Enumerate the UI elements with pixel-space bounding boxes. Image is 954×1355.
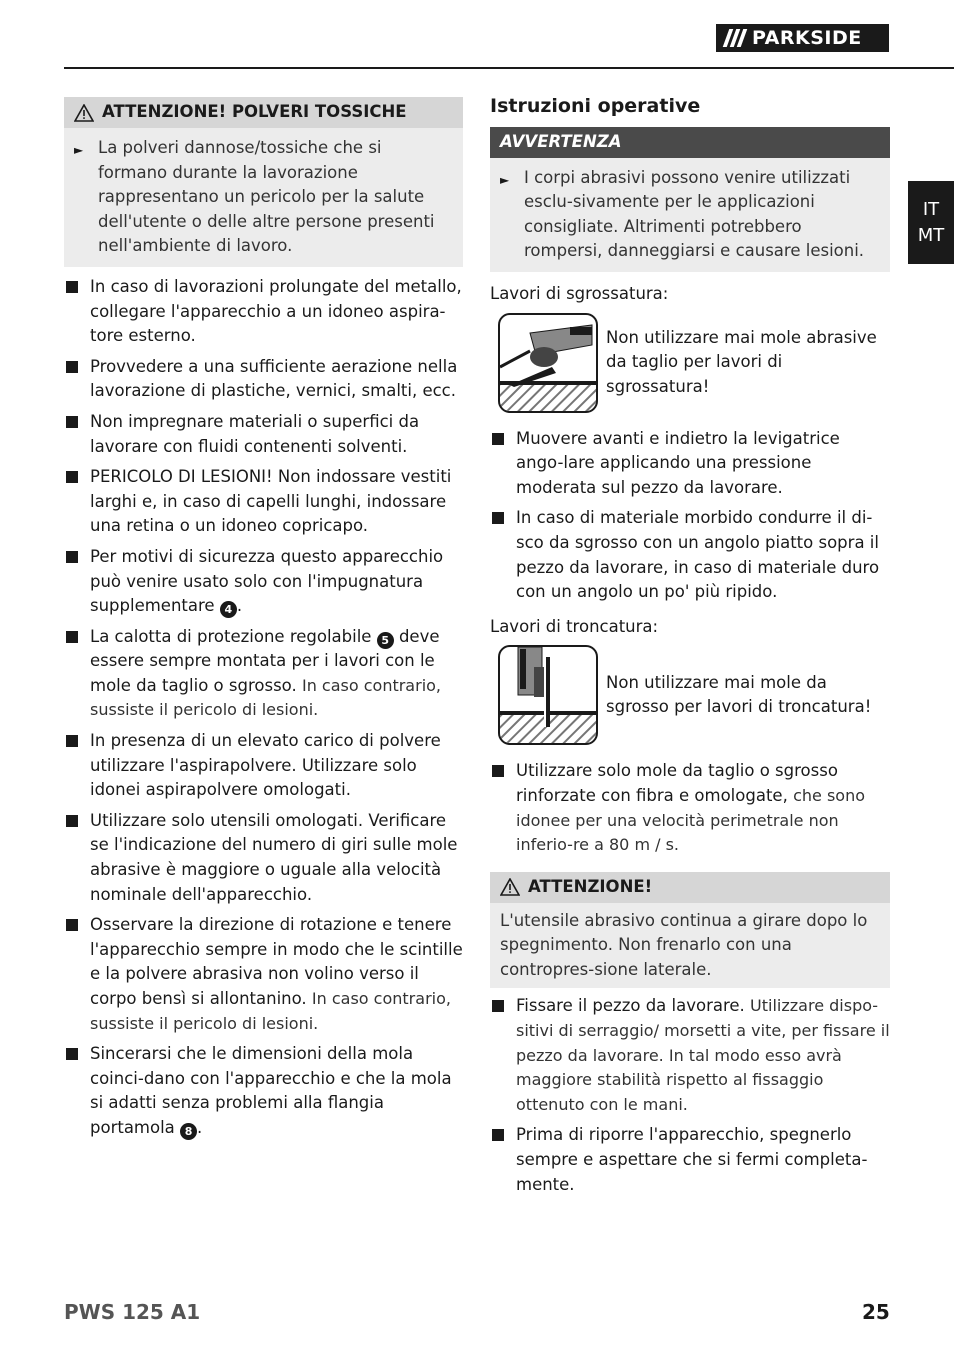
logo-brand: PARKSIDE bbox=[752, 27, 862, 49]
caution-title-bar bbox=[490, 127, 890, 158]
list-item bbox=[64, 913, 463, 1036]
header-rule bbox=[64, 67, 954, 69]
caution-item bbox=[490, 158, 890, 272]
left-column bbox=[64, 97, 463, 1141]
list-item bbox=[64, 355, 463, 404]
section-heading: Istruzioni operative bbox=[490, 95, 701, 117]
toxic-dust-warning-item bbox=[64, 128, 463, 267]
list-item bbox=[490, 427, 890, 501]
list-item-note: In caso contrario, sussiste il pericolo di lesioni. bbox=[90, 989, 451, 1033]
final-list bbox=[490, 994, 890, 1197]
list-item-note: che sono idonee per una velocità perimetrale non inferio-re a 80 m / s. bbox=[516, 785, 865, 855]
toxic-dust-warning-text: La polveri dannose/tossiche che si formano durante la lavorazione rappresentano un pericolo per la salute dell'utente o delle altre persone presenti nell'ambiente di lavoro. bbox=[98, 138, 435, 256]
list-item-text: Utilizzare solo mole da taglio o sgrosso rinforzate con fibra e omologate, bbox=[516, 761, 838, 805]
list-item-text-after: deve essere sempre montata per i lavori con le mole da taglio o sgrosso. bbox=[90, 626, 440, 695]
roughing-figure-text: Non utilizzare mai mole abrasive da taglio per lavori di sgrossatura! bbox=[606, 327, 877, 396]
list-item bbox=[64, 275, 463, 349]
safety-list bbox=[64, 275, 463, 1141]
attention-title-bar bbox=[490, 872, 890, 903]
list-item-text: Sincerarsi che le dimensioni della mola coinci-dano con l'apparecchio e che la mola si adatti senza problemi alla flangia portamola bbox=[90, 1044, 452, 1137]
roughing-figure-row bbox=[490, 313, 890, 413]
list-item-text: PERICOLO DI LESIONI! Non indossare vestiti larghi e, in caso di capelli lunghi, indossare una retina o un idoneo copricapo. bbox=[90, 467, 452, 536]
list-item-text: In caso di materiale morbido condurre il di-sco da sgrosso con un angolo piatto sopra il pezzo da lavorare, in caso di materiale duro con un angolo un po' più ripido. bbox=[516, 508, 880, 602]
list-item bbox=[64, 729, 463, 803]
list-item-text: Osservare la direzione di rotazione e tenere l'apparecchio sempre in modo che le scintille e la polvere abrasiva non volino verso il corpo bensì si allontanino. bbox=[90, 915, 463, 1008]
part-ref-badge: 8 bbox=[180, 1123, 197, 1140]
page-number: 25 bbox=[862, 1300, 890, 1324]
list-item-text-after: . bbox=[236, 596, 243, 616]
list-item-text: Utilizzare solo utensili omologati. Verificare se l'indicazione del numero di giri sulle mole abrasive è maggiore o uguale alla velocità nominale dell'apparecchio. bbox=[90, 810, 458, 904]
toxic-dust-warning-title-bar bbox=[64, 97, 463, 128]
list-item-note: In caso contrario, sussiste il pericolo di lesioni. bbox=[90, 675, 442, 720]
roughing-illustration bbox=[498, 313, 598, 413]
list-item-text: In presenza di un elevato carico di polvere utilizzare l'aspirapolvere. Utilizzare solo idonei aspirapolvere omologati. bbox=[90, 731, 441, 800]
attention-box bbox=[490, 872, 890, 989]
list-item-text: Prima di riporre l'apparecchio, spegnerlo sempre e aspettare che si fermi completa-mente. bbox=[516, 1125, 868, 1194]
list-item bbox=[64, 625, 463, 723]
right-column bbox=[490, 94, 890, 1197]
caution-title: AVVERTENZA bbox=[500, 131, 622, 151]
list-item-text: La calotta di protezione regolabile bbox=[90, 626, 372, 646]
list-item bbox=[64, 545, 463, 619]
list-item-note: Utilizzare dispo-sitivi di serraggio/ morsetti a vite, per fissare il pezzo da lavorare. In tal modo esso avrà maggiore stabilità rispetto al fissaggio ottenuto con le mani. bbox=[516, 996, 890, 1114]
attention-text: L'utensile abrasivo continua a girare dopo lo spegnimento. Non frenarlo con una contropres-sione laterale. bbox=[500, 910, 868, 979]
roughing-list bbox=[490, 427, 890, 605]
list-item-text: Non impregnare materiali o superfici da lavorare con fluidi contenenti solventi. bbox=[90, 411, 420, 456]
list-item bbox=[490, 994, 890, 1117]
list-item bbox=[64, 809, 463, 907]
list-item bbox=[64, 410, 463, 459]
list-item bbox=[64, 1042, 463, 1140]
list-item bbox=[490, 759, 890, 857]
cutting-figure-row bbox=[490, 645, 890, 745]
list-item-text: Fissare il pezzo da lavorare. bbox=[516, 996, 745, 1016]
list-item-text-after: . bbox=[197, 1117, 203, 1137]
list-item-text: Provvedere a una sufficiente aerazione nella lavorazione di plastiche, vernici, smalti, ecc. bbox=[90, 356, 458, 401]
cutting-figure-text: Non utilizzare mai mole da sgrosso per lavori di troncatura! bbox=[606, 672, 872, 717]
parkside-logo bbox=[716, 24, 889, 52]
caution-box bbox=[490, 127, 890, 272]
cutting-label: Lavori di troncatura: bbox=[490, 616, 659, 636]
lang-mt: MT bbox=[917, 225, 945, 246]
warning-triangle-icon bbox=[74, 104, 94, 122]
part-ref-badge: 5 bbox=[377, 632, 394, 649]
list-item bbox=[490, 506, 890, 604]
arrow-bullet-icon: ► bbox=[74, 143, 84, 157]
cutting-illustration bbox=[498, 645, 598, 745]
part-ref-badge: 4 bbox=[220, 601, 237, 618]
list-item-text: Muovere avanti e indietro la levigatrice ango-lare applicando una pressione moderata sul pezzo da lavorare. bbox=[516, 428, 840, 497]
toxic-dust-warning-title: ATTENZIONE! POLVERI TOSSICHE bbox=[102, 102, 407, 122]
logo-slashes bbox=[716, 24, 752, 52]
list-item bbox=[64, 465, 463, 539]
language-tab bbox=[908, 181, 954, 264]
toxic-dust-warning-box bbox=[64, 97, 463, 267]
arrow-bullet-icon: ► bbox=[500, 172, 510, 187]
lang-it: IT bbox=[922, 199, 940, 220]
warning-triangle-icon bbox=[500, 878, 520, 896]
list-item-text: Per motivi di sicurezza questo apparecchio può venire usato solo con l'impugnatura supplementare bbox=[90, 546, 444, 616]
list-item bbox=[490, 1123, 890, 1197]
model-number: PWS 125 A1 bbox=[64, 1300, 201, 1324]
grinder-roughing-icon bbox=[500, 315, 596, 411]
cutting-list bbox=[490, 759, 890, 857]
grinder-cutting-icon bbox=[500, 647, 596, 743]
attention-title: ATTENZIONE! bbox=[528, 876, 653, 896]
caution-text: I corpi abrasivi possono venire utilizzati esclu-sivamente per le applicazioni consigliate. Altrimenti potrebbero rompersi, danneggiarsi e causare lesioni. bbox=[524, 167, 865, 261]
list-item-text: In caso di lavorazioni prolungate del metallo, collegare l'apparecchio a un idoneo aspira-tore esterno. bbox=[90, 276, 462, 346]
roughing-label: Lavori di sgrossatura: bbox=[490, 283, 669, 303]
